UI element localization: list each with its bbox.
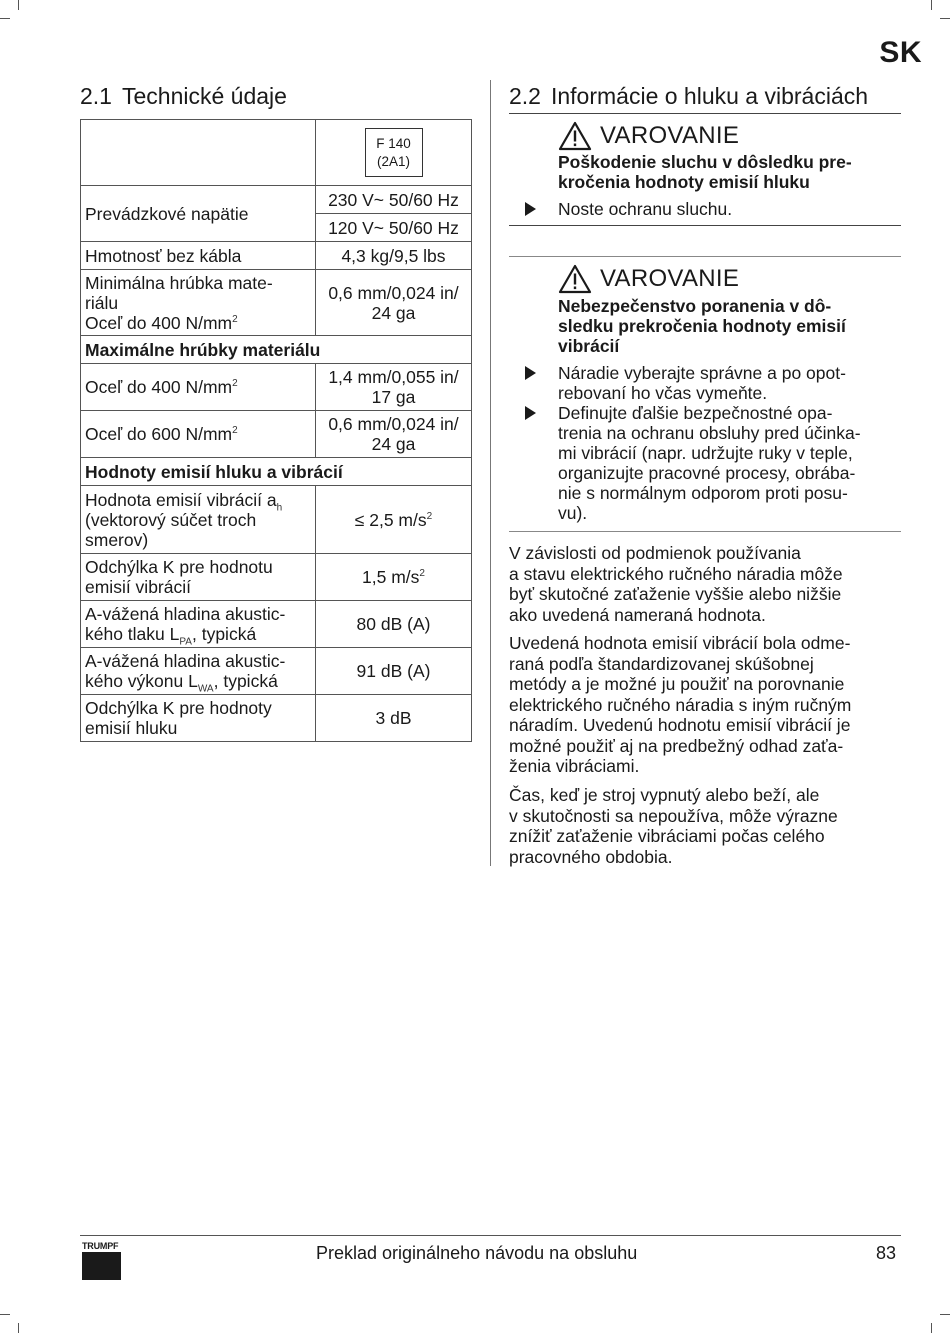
superscript: 2 bbox=[232, 313, 238, 325]
min-thickness-value bbox=[316, 270, 472, 336]
bullet-text-line: Definujte ďalšie bezpečnostné opa- bbox=[558, 403, 833, 423]
vibration-label-line bbox=[85, 489, 311, 513]
model-box bbox=[365, 128, 423, 177]
body-paragraph bbox=[509, 785, 904, 867]
warning-rule bbox=[509, 225, 901, 226]
section-number: 2.1 bbox=[80, 83, 112, 109]
noise-deviation-value: 3 dB bbox=[316, 695, 472, 742]
vibration-deviation-value bbox=[316, 554, 472, 601]
superscript: 2 bbox=[419, 568, 425, 580]
warning-subtitle-line: sledku prekročenia hodnoty emisií bbox=[558, 316, 846, 336]
vibration-value-text: ≤ 2,5 m/s bbox=[354, 509, 427, 530]
model-cell bbox=[316, 120, 472, 186]
vibration-emission-label bbox=[81, 486, 316, 554]
max-thickness-group-heading: Maximálne hrúbky materiálu bbox=[81, 336, 472, 364]
vibration-label-line: (vektorový súčet troch bbox=[85, 509, 257, 530]
min-thickness-label-line: riálu bbox=[85, 292, 119, 313]
vibration-deviation-label bbox=[81, 554, 316, 601]
paragraph-line: možné použiť aj na predbežný odhad zaťa- bbox=[509, 735, 844, 756]
subscript: WA bbox=[197, 683, 214, 695]
warning-triangle-icon bbox=[558, 121, 592, 151]
crop-mark bbox=[0, 1314, 10, 1315]
list-item bbox=[525, 403, 905, 523]
sound-pressure-line: A-vážená hladina akustic- bbox=[85, 604, 286, 624]
sound-power-suffix: , typická bbox=[213, 671, 278, 691]
paragraph-line: a stavu elektrického ručného náradia môže bbox=[509, 563, 843, 584]
crop-mark bbox=[0, 18, 10, 19]
superscript: 2 bbox=[232, 378, 238, 390]
noise-deviation-line: emisií hluku bbox=[85, 718, 178, 738]
warning-subtitle-line: Poškodenie sluchu v dôsledku pre- bbox=[558, 152, 852, 172]
warning-rule bbox=[509, 531, 901, 532]
steel-600-value bbox=[316, 411, 472, 458]
weight-value: 4,3 kg/9,5 lbs bbox=[316, 242, 472, 270]
warning-triangle-icon bbox=[558, 264, 592, 294]
bullet-text-line: nie s normálnym odporom proti posu- bbox=[558, 483, 848, 503]
bullet-text-line: mi vibrácií (napr. udržujte ruky v teple, bbox=[558, 443, 853, 463]
min-thickness-value-line: 0,6 mm/0,024 in/ bbox=[328, 282, 459, 303]
steel-400-value bbox=[316, 364, 472, 411]
section-number: 2.2 bbox=[509, 83, 541, 109]
section-title-technical-data bbox=[80, 82, 287, 110]
paragraph-line: znížiť zaťaženie vibráciami počas celého bbox=[509, 826, 825, 846]
body-paragraph bbox=[509, 633, 904, 777]
paragraph-line: Uvedená hodnota emisií vibrácií bola odme- bbox=[509, 633, 851, 653]
min-thickness-steel-text: Oceľ do 400 N/mm bbox=[85, 312, 233, 333]
section-title-text: Technické údaje bbox=[121, 83, 287, 109]
warning-subtitle bbox=[558, 152, 903, 192]
sound-power-text: kého výkonu L bbox=[85, 671, 198, 691]
crop-mark bbox=[931, 1323, 932, 1333]
sound-pressure-label bbox=[81, 601, 316, 648]
warning-word: VAROVANIE bbox=[600, 265, 740, 292]
vibration-label-line: smerov) bbox=[85, 529, 149, 550]
column-divider bbox=[490, 80, 491, 866]
paragraph-line: náradím. Uvedenú hodnotu emisií vibrácií je bbox=[509, 715, 851, 735]
warning-subtitle-line: Nebezpečenstvo poranenia v dô- bbox=[558, 296, 832, 316]
technical-data-table bbox=[80, 119, 472, 742]
voltage-label: Prevádzkové napätie bbox=[81, 186, 316, 242]
steel-600-value-line: 24 ga bbox=[371, 434, 416, 454]
min-thickness-label bbox=[81, 270, 316, 336]
emission-group-heading: Hodnoty emisií hluku a vibrácií bbox=[81, 458, 472, 486]
steel-600-text: Oceľ do 600 N/mm bbox=[85, 424, 233, 444]
bullet-arrow-icon bbox=[525, 366, 536, 380]
sound-power-value: 91 dB (A) bbox=[316, 648, 472, 695]
footer-rule bbox=[80, 1235, 901, 1236]
paragraph-line: ako uvedená nameraná hodnota. bbox=[509, 604, 766, 625]
voltage-120-value: 120 V~ 50/60 Hz bbox=[316, 214, 472, 242]
noise-deviation-label bbox=[81, 695, 316, 742]
vibration-emission-value bbox=[316, 486, 472, 554]
warning-rule bbox=[509, 113, 901, 114]
list-item bbox=[525, 363, 905, 403]
logo-text: TRUMPF bbox=[82, 1241, 119, 1251]
bullet-text-line: organizujte pracovné procesy, obrába- bbox=[558, 463, 856, 483]
paragraph-line: metódy a je možné ju použiť na porovnanie bbox=[509, 674, 845, 694]
bullet-text-line: trenia na ochranu obsluhy pred účinka- bbox=[558, 423, 861, 443]
paragraph-line: v skutočnosti sa nepoužíva, môže výrazne bbox=[509, 805, 838, 826]
crop-mark bbox=[18, 0, 19, 10]
steel-400-value-line: 17 ga bbox=[371, 387, 416, 407]
crop-mark bbox=[940, 18, 950, 19]
bullet-arrow-icon bbox=[525, 406, 536, 420]
sound-pressure-line bbox=[85, 624, 311, 648]
warning-bullet-list bbox=[525, 199, 905, 219]
section-title-text: Informácie o hluku a vibráciách bbox=[550, 83, 869, 109]
crop-mark bbox=[931, 0, 932, 10]
weight-label: Hmotnosť bez kábla bbox=[81, 242, 316, 270]
sound-pressure-value: 80 dB (A) bbox=[316, 601, 472, 648]
paragraph-line: byť skutočné zaťaženie vyššie alebo nižšie bbox=[509, 584, 842, 604]
voltage-230-value: 230 V~ 50/60 Hz bbox=[316, 186, 472, 214]
superscript: 2 bbox=[232, 425, 238, 437]
crop-mark bbox=[940, 1314, 950, 1315]
warning-subtitle-line: vibrácií bbox=[558, 336, 620, 356]
steel-400-text: Oceľ do 400 N/mm bbox=[85, 377, 233, 397]
subscript: h bbox=[276, 502, 283, 513]
sound-pressure-text: kého tlaku L bbox=[85, 624, 180, 644]
language-code: SK bbox=[879, 36, 922, 69]
footer-title: Preklad originálneho návodu na obsluhu bbox=[316, 1243, 638, 1263]
steel-400-label bbox=[81, 364, 316, 411]
vibration-deviation-line: Odchýlka K pre hodnotu bbox=[85, 557, 273, 577]
paragraph-line: raná podľa štandardizovanej skúšobnej bbox=[509, 653, 814, 674]
warning-bullet-list bbox=[525, 363, 905, 523]
warning-heading bbox=[558, 121, 739, 151]
section-title-noise-vibration bbox=[509, 82, 868, 110]
warning-word: VAROVANIE bbox=[600, 122, 740, 149]
noise-deviation-line: Odchýlka K pre hodnoty bbox=[85, 698, 272, 718]
model-name: F 140 bbox=[376, 136, 411, 151]
vibration-label-text: Hodnota emisií vibrácií a bbox=[85, 489, 277, 510]
paragraph-line: Čas, keď je stroj vypnutý alebo beží, ale bbox=[509, 785, 820, 805]
paragraph-line: elektrického ručného náradia s iným ručným bbox=[509, 694, 852, 715]
sound-power-line bbox=[85, 671, 311, 695]
superscript: 2 bbox=[426, 510, 433, 522]
warning-subtitle bbox=[558, 296, 903, 356]
model-code: (2A1) bbox=[376, 154, 410, 169]
steel-400-value-line: 1,4 mm/0,055 in/ bbox=[328, 367, 459, 387]
bullet-text-line: vu). bbox=[558, 503, 588, 523]
sound-power-label bbox=[81, 648, 316, 695]
list-item bbox=[525, 199, 905, 219]
table-header-empty bbox=[81, 120, 316, 186]
warning-heading bbox=[558, 264, 739, 294]
crop-mark bbox=[18, 1323, 19, 1333]
trumpf-logo bbox=[82, 1241, 121, 1280]
min-thickness-label-line: Minimálna hrúbka mate- bbox=[85, 272, 273, 293]
min-thickness-label-line bbox=[85, 313, 311, 333]
bullet-text-line: Náradie vyberajte správne a po opot- bbox=[558, 363, 846, 383]
sound-power-line: A-vážená hladina akustic- bbox=[85, 651, 286, 671]
paragraph-line: ženia vibráciami. bbox=[509, 756, 640, 776]
vibration-deviation-line: emisií vibrácií bbox=[85, 577, 191, 597]
sound-pressure-suffix: , typická bbox=[191, 624, 257, 644]
bullet-text-line: rebovaní ho včas vymeňte. bbox=[558, 383, 768, 403]
min-thickness-value-line: 24 ga bbox=[371, 302, 416, 323]
steel-600-value-line: 0,6 mm/0,024 in/ bbox=[328, 414, 459, 434]
warning-rule bbox=[509, 256, 901, 257]
body-paragraph bbox=[509, 543, 904, 625]
steel-600-label bbox=[81, 411, 316, 458]
page-number: 83 bbox=[876, 1243, 897, 1263]
paragraph-line: V závislosti od podmienok používania bbox=[509, 543, 801, 563]
warning-subtitle-line: kročenia hodnoty emisií hluku bbox=[558, 172, 810, 192]
subscript: PA bbox=[179, 636, 192, 648]
logo-block bbox=[82, 1252, 121, 1280]
bullet-text: Noste ochranu sluchu. bbox=[558, 199, 733, 219]
paragraph-line: pracovného obdobia. bbox=[509, 846, 673, 867]
bullet-arrow-icon bbox=[525, 202, 536, 216]
vibration-deviation-text: 1,5 m/s bbox=[362, 567, 420, 587]
